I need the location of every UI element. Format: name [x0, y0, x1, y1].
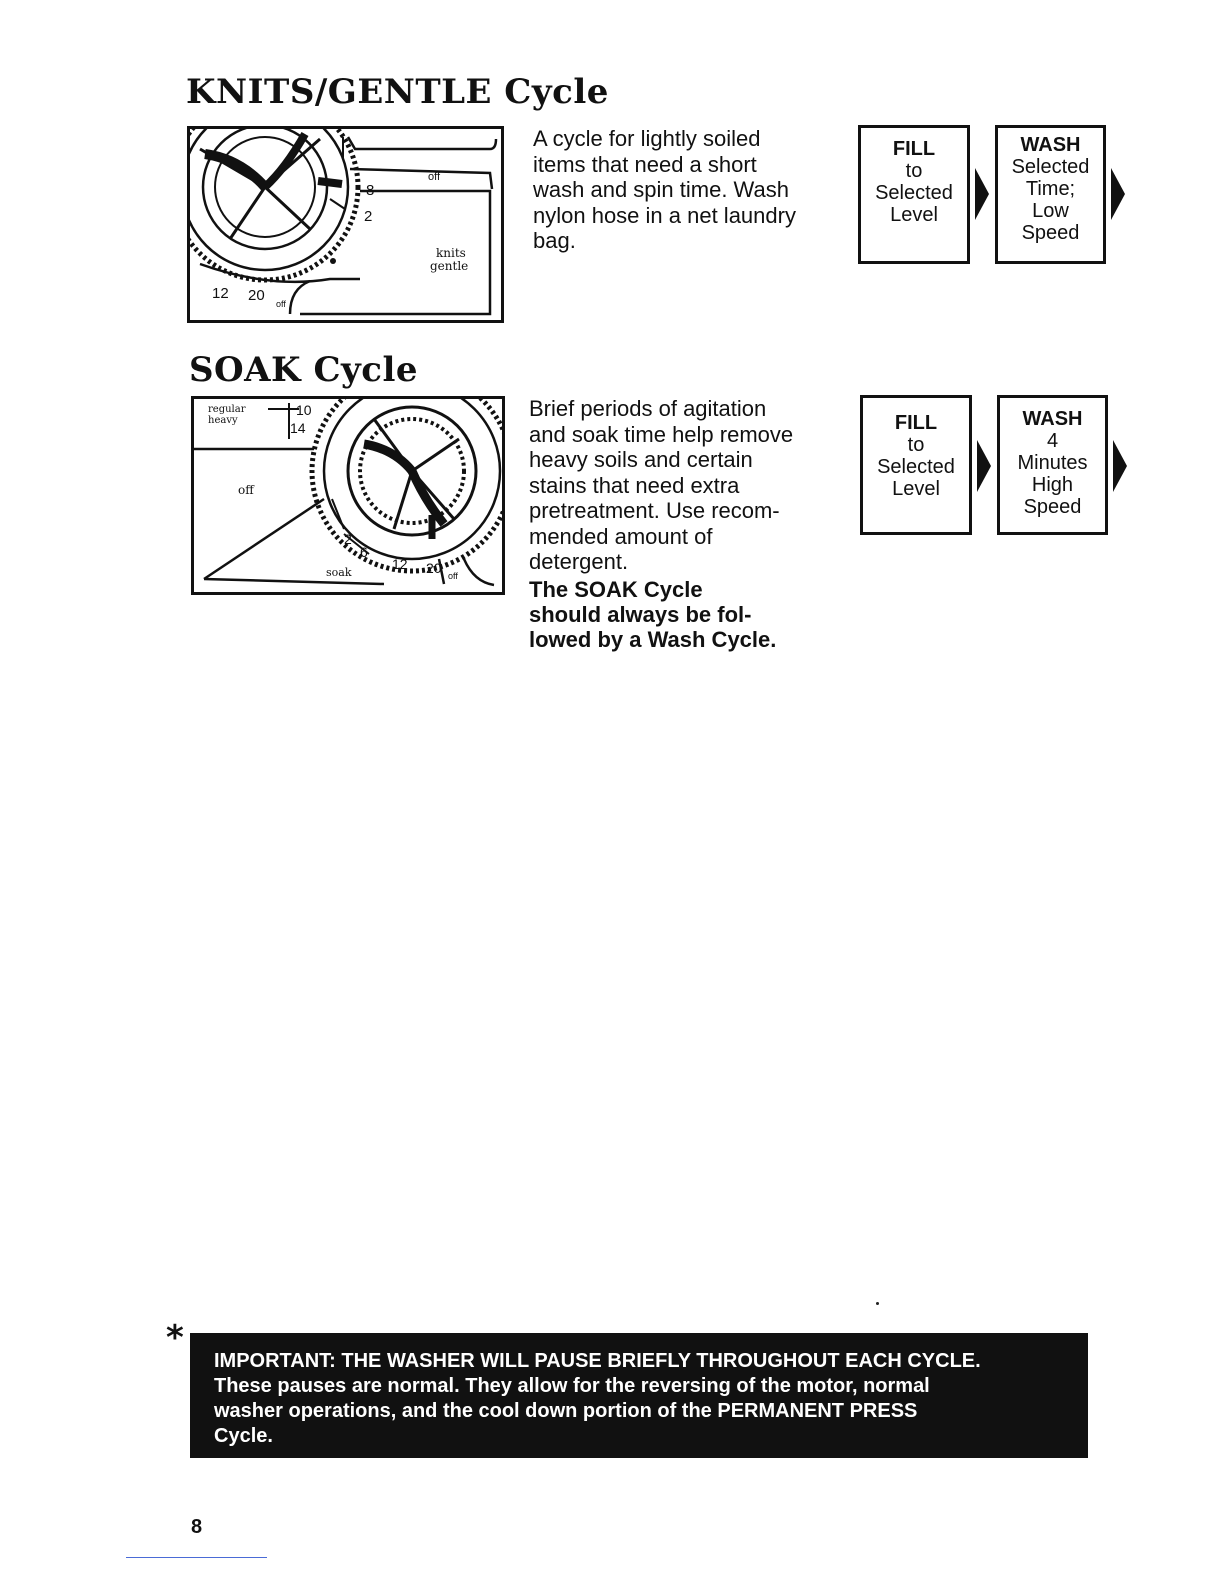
- knits-fill-line: to: [905, 160, 923, 182]
- soak-arrow-right-icon: [977, 440, 991, 492]
- soak-description-line: Brief periods of agitation: [529, 396, 767, 421]
- soak-wash-line: 4: [1046, 430, 1059, 452]
- soak-note-line: should always be fol-: [529, 602, 752, 627]
- knits-dial-20: 20: [248, 287, 265, 304]
- knits-description-line: A cycle for lightly soiled: [533, 126, 761, 151]
- page-number: 8: [191, 1516, 203, 1538]
- soak-dial-6: 6: [360, 544, 368, 560]
- knits-dial-12: 12: [212, 285, 229, 302]
- knits-arrow-right-icon-2: [1111, 168, 1125, 220]
- soak-wash-line: Speed: [1023, 496, 1082, 518]
- soak-cycle-title: SOAK Cycle: [189, 350, 419, 390]
- soak-dial-off-bottom: off: [448, 571, 458, 581]
- soak-description-line: heavy soils and certain: [529, 447, 753, 472]
- knits-wash-line: Time;: [1025, 178, 1076, 200]
- knits-dial-off-label: off: [428, 171, 441, 183]
- knits-wash-line: Speed: [1021, 222, 1080, 244]
- soak-dial-20: 20: [426, 560, 442, 576]
- soak-dial-2: 2: [344, 531, 352, 547]
- soak-description-line: stains that need extra: [529, 472, 740, 498]
- knits-description-line: nylon hose in a net laundry: [533, 202, 796, 228]
- knits-description-line: bag.: [533, 228, 576, 253]
- knits-description-line: wash and spin time. Wash: [533, 177, 789, 202]
- asterisk-icon: *: [166, 1318, 184, 1358]
- soak-note: [529, 577, 849, 652]
- soak-note-line: The SOAK Cycle: [529, 577, 703, 602]
- soak-description-line: mended amount of: [529, 523, 713, 549]
- knits-wash-line: Selected: [1011, 156, 1090, 178]
- knits-fill-line: Selected: [875, 182, 953, 204]
- important-line: Cycle.: [214, 1425, 273, 1447]
- soak-fill-line: Selected: [877, 456, 955, 478]
- soak-dial-heavy-label: heavy: [208, 415, 238, 426]
- knits-dial-knits-label: knits: [436, 246, 466, 260]
- soak-wash-line: High: [1031, 474, 1074, 496]
- soak-description-line: and soak time help remove: [529, 421, 794, 447]
- important-line: IMPORTANT: THE WASHER WILL PAUSE BRIEFLY THROUGHOUT EACH CYCLE.: [214, 1350, 981, 1372]
- important-line: These pauses are normal. They allow for the reversing of the motor, normal: [214, 1375, 930, 1397]
- knits-wash-title: WASH: [1020, 134, 1081, 156]
- important-notice: [190, 1333, 1088, 1458]
- soak-dial-12: 12: [392, 556, 408, 572]
- soak-dial-off-label: off: [238, 483, 254, 497]
- knits-fill-step: [858, 125, 970, 264]
- soak-description-line: pretreatment. Use recom-: [529, 498, 780, 523]
- knits-dial-2: 2: [364, 208, 373, 225]
- important-line: washer operations, and the cool down portion of the PERMANENT PRESS: [214, 1400, 918, 1422]
- soak-dial-14: 14: [290, 420, 306, 436]
- soak-wash-step: [997, 395, 1108, 535]
- soak-note-line: lowed by a Wash Cycle.: [529, 627, 777, 652]
- soak-dial-illustration: [191, 396, 505, 595]
- knits-dial-gentle-label: gentle: [430, 259, 469, 273]
- knits-dial-8: 8: [366, 182, 375, 199]
- soak-fill-line: to: [907, 434, 925, 456]
- knits-description-line: items that need a short: [533, 151, 757, 177]
- knits-arrow-right-icon: [975, 168, 989, 220]
- knits-cycle-title: KNITS/GENTLE Cycle: [186, 72, 609, 112]
- soak-fill-step: [860, 395, 972, 535]
- soak-fill-title: FILL: [894, 412, 938, 434]
- soak-description: [529, 396, 849, 575]
- soak-fill-line: Level: [892, 478, 940, 500]
- soak-dial-10: 10: [296, 402, 312, 418]
- soak-dial-regular-label: regular: [208, 404, 246, 415]
- soak-wash-title: WASH: [1022, 408, 1083, 430]
- knits-dial-off-bottom: off: [276, 299, 286, 309]
- soak-description-line: detergent.: [529, 549, 629, 574]
- knits-wash-step: [995, 125, 1106, 264]
- soak-arrow-right-icon-2: [1113, 440, 1127, 492]
- soak-wash-line: Minutes: [1017, 452, 1088, 474]
- knits-description: [533, 126, 853, 254]
- knits-fill-line: Level: [890, 204, 938, 226]
- knits-wash-line: Low: [1032, 200, 1069, 222]
- knits-fill-title: FILL: [892, 138, 936, 160]
- stray-dot: [876, 1302, 879, 1305]
- footer-rule: [126, 1557, 267, 1558]
- soak-dial-soak-label: soak: [326, 566, 352, 579]
- knits-dial-illustration: [187, 126, 504, 323]
